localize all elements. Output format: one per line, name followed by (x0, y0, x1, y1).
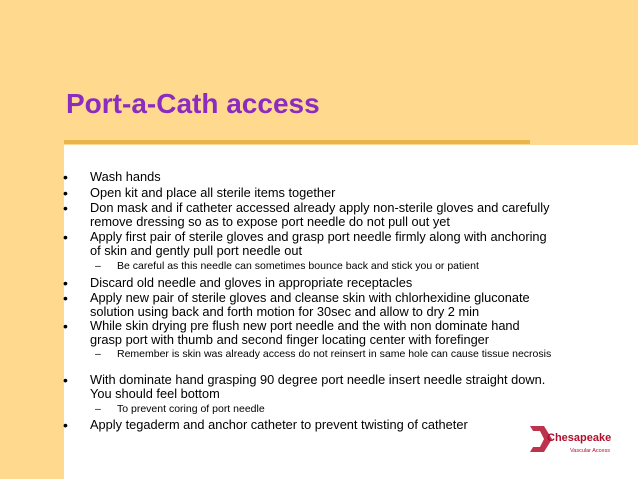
list-item: Discard old needle and gloves in appropriate receptacles (90, 275, 413, 290)
list-item: Apply first pair of sterile gloves and grasp port needle firmly along with anchoring of skin and gently pull port needle out (90, 229, 547, 258)
list-item: Apply tegaderm and anchor catheter to prevent twisting of catheter (90, 417, 468, 432)
list-item: While skin drying pre flush new port needle and the with non dominate hand grasp port with thumb and second finger locating center with forefinger (90, 318, 520, 347)
sub-list-item: To prevent coring of port needle (117, 403, 265, 415)
bullet-icon: • (63, 200, 68, 216)
dash-icon: – (95, 260, 101, 272)
chesapeake-logo (530, 424, 634, 460)
bullet-icon: • (63, 372, 68, 388)
dash-icon: – (95, 403, 101, 415)
sub-list-item: Remember is skin was already access do not reinsert in same hole can cause tissue necrosis (117, 348, 552, 360)
bullet-icon: • (63, 290, 68, 306)
bullet-icon: • (63, 318, 68, 334)
list-item: Wash hands (90, 169, 161, 184)
list-item: Apply new pair of sterile gloves and cleanse skin with chlorhexidine gluconate solution using back and forth motion for 30sec and allow to dry 2 min (90, 290, 530, 319)
bullet-icon: • (63, 169, 68, 185)
bullet-icon: • (63, 229, 68, 245)
bullet-icon: • (63, 417, 68, 433)
sub-list-item: Be careful as this needle can sometimes bounce back and stick you or patient (117, 260, 479, 272)
list-item: With dominate hand grasping 90 degree port needle insert needle straight down. You should feel bottom (90, 372, 546, 401)
dash-icon: – (95, 348, 101, 360)
bullet-icon: • (63, 275, 68, 291)
bullet-icon: • (63, 185, 68, 201)
logo-tagline: Vascular Access (570, 448, 610, 454)
logo-name: Chesapeake (547, 432, 612, 444)
list-item: Don mask and if catheter accessed already apply non-sterile gloves and carefully remove dressing so as to expose port needle do not pull out yet (90, 200, 550, 229)
slide-title: Port-a-Cath access (66, 88, 320, 119)
list-item: Open kit and place all sterile items together (90, 185, 336, 200)
